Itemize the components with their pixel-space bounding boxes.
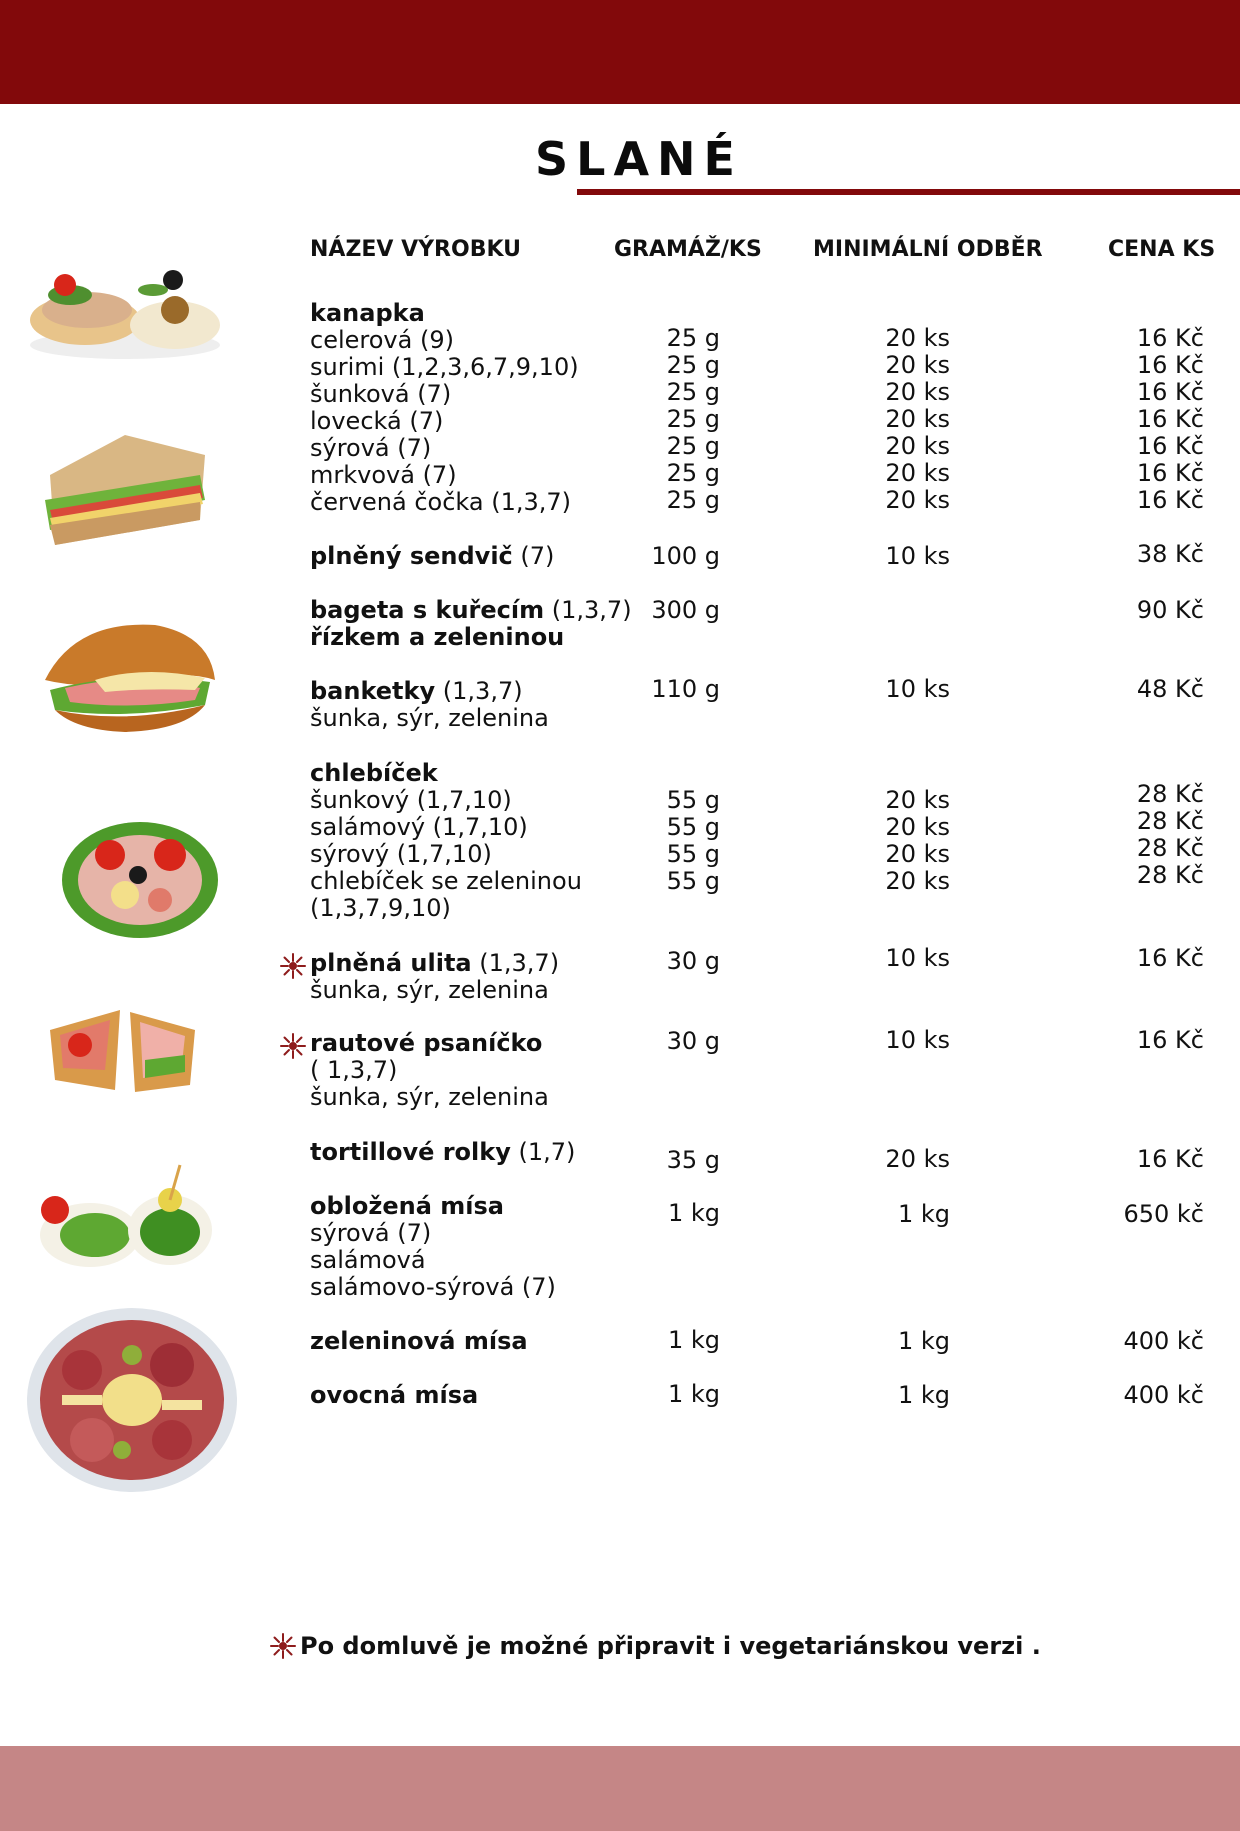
canape-row-name: sýrová (7): [310, 434, 432, 462]
tortilla-title: tortillové rolky: [310, 1138, 511, 1166]
chlebicek-row-name: chlebíček se zeleninou: [310, 867, 582, 895]
canape-row-weight: 25 g: [666, 432, 720, 460]
canape-row-name: celerová (9): [310, 326, 454, 354]
sun-asterisk-icon: [270, 1633, 296, 1659]
chlebicek-row-weight: 55 g: [666, 840, 720, 868]
platter-variant: salámová: [310, 1246, 426, 1274]
canape-row-price: 16 Kč: [1136, 486, 1204, 514]
psanicko-weight: 30 g: [666, 1027, 720, 1055]
canape-row-weight: 25 g: [666, 459, 720, 487]
fruit-platter-weight: 1 kg: [667, 1380, 720, 1408]
platter-title: obložená mísa: [310, 1192, 504, 1220]
header-price: CENA KS: [1108, 237, 1216, 262]
banketky-allergens: (1,3,7): [442, 677, 523, 705]
canape-row-price: 16 Kč: [1136, 459, 1204, 487]
canape-row-min: 20 ks: [885, 432, 950, 460]
canape-row-price: 16 Kč: [1136, 324, 1204, 352]
canape-row-min: 20 ks: [885, 378, 950, 406]
veg-platter-price: 400 kč: [1123, 1327, 1204, 1355]
canape-row-weight: 25 g: [666, 486, 720, 514]
chlebicek-row-price: 28 Kč: [1136, 861, 1204, 889]
ulita-allergens: (1,3,7): [479, 949, 560, 977]
canape-heading: kanapka: [310, 299, 425, 327]
canape-row-min: 20 ks: [885, 486, 950, 514]
baguette-allergens: (1,3,7): [551, 596, 632, 624]
tortilla-image: [30, 1160, 215, 1280]
ulita-name: [310, 950, 610, 1004]
canape-weight-column: [580, 325, 720, 514]
tortilla-min: 20 ks: [885, 1145, 950, 1173]
canape-price-column: [1040, 325, 1204, 514]
sandwich-min: 10 ks: [885, 542, 950, 570]
psanicko-min: 10 ks: [885, 1026, 950, 1054]
ulita-min: 10 ks: [885, 944, 950, 972]
canape-row-name: červená čočka (1,3,7): [310, 488, 572, 516]
ulita-price: 16 Kč: [1136, 944, 1204, 972]
open-sandwich-image: [60, 805, 220, 940]
chlebicek-row-price: 28 Kč: [1136, 780, 1204, 808]
canape-row-weight: 25 g: [666, 405, 720, 433]
chlebicek-row-weight: 55 g: [666, 813, 720, 841]
page-title: SLANÉ: [535, 132, 743, 186]
platter-weight: 1 kg: [667, 1199, 720, 1227]
baguette-name: [310, 596, 632, 651]
canape-row-weight: 25 g: [666, 351, 720, 379]
banketky-name: [310, 678, 610, 732]
canape-row-min: 20 ks: [885, 351, 950, 379]
canape-name-column: [310, 300, 610, 516]
canape-min-column: [800, 325, 950, 514]
tortilla-name: [310, 1139, 610, 1166]
chlebicek-price-column: [1040, 781, 1204, 889]
tortilla-price: 16 Kč: [1136, 1145, 1204, 1173]
baguette-title-line2: řízkem a zeleninou: [310, 623, 565, 651]
canape-row-min: 20 ks: [885, 405, 950, 433]
sandwich-name: [310, 543, 610, 570]
fruit-platter-min: 1 kg: [897, 1381, 950, 1409]
psanicko-name: [310, 1030, 610, 1111]
banketky-min: 10 ks: [885, 675, 950, 703]
baguette-weight: 300 g: [651, 596, 720, 624]
sandwich-title: plněný sendvič: [310, 542, 513, 570]
canape-row-price: 16 Kč: [1136, 432, 1204, 460]
canape-row-price: 16 Kč: [1136, 405, 1204, 433]
canape-image: [25, 255, 225, 365]
ulita-desc: šunka, sýr, zelenina: [310, 976, 549, 1004]
chlebicek-row-weight: 55 g: [666, 786, 720, 814]
chlebicek-row-min: 20 ks: [885, 786, 950, 814]
header-product-name: NÁZEV VÝROBKU: [310, 237, 521, 262]
platter-min: 1 kg: [897, 1200, 950, 1228]
canape-row-name: lovecká (7): [310, 407, 444, 435]
bottom-bar: [0, 1746, 1240, 1831]
sandwich-price: 38 Kč: [1136, 540, 1204, 568]
baguette-price: 90 Kč: [1136, 596, 1204, 624]
sun-asterisk-icon: [280, 1033, 306, 1059]
chlebicek-last-allergens: (1,3,7,9,10): [310, 894, 451, 922]
banketky-title: banketky: [310, 677, 436, 705]
chlebicek-name-column: [310, 760, 610, 922]
canape-row-weight: 25 g: [666, 378, 720, 406]
fruit-platter-name: ovocná mísa: [310, 1381, 479, 1409]
canape-row-name: mrkvová (7): [310, 461, 457, 489]
chlebicek-row-weight: 55 g: [666, 867, 720, 895]
veg-platter-weight: 1 kg: [667, 1326, 720, 1354]
canape-row-price: 16 Kč: [1136, 351, 1204, 379]
ulita-weight: 30 g: [666, 947, 720, 975]
psanicko-allergens: ( 1,3,7): [310, 1056, 398, 1084]
canape-row-min: 20 ks: [885, 459, 950, 487]
chlebicek-row-min: 20 ks: [885, 813, 950, 841]
chlebicek-weight-column: [580, 787, 720, 895]
sun-asterisk-icon: [280, 953, 306, 979]
tortilla-allergens: (1,7): [518, 1138, 576, 1166]
canape-row-name: surimi (1,2,3,6,7,9,10): [310, 353, 579, 381]
banketky-desc: šunka, sýr, zelenina: [310, 704, 549, 732]
fruit-platter-price: 400 kč: [1123, 1381, 1204, 1409]
baguette-title: bageta s kuřecím: [310, 596, 545, 624]
platter-price: 650 kč: [1123, 1200, 1204, 1228]
banketky-weight: 110 g: [651, 675, 720, 703]
platter-image: [22, 1300, 242, 1500]
veg-platter-min: 1 kg: [897, 1327, 950, 1355]
chlebicek-row-name: sýrový (1,7,10): [310, 840, 492, 868]
chlebicek-heading: chlebíček: [310, 759, 438, 787]
croissant-image: [35, 610, 220, 740]
chlebicek-row-name: šunkový (1,7,10): [310, 786, 512, 814]
vegetarian-footnote: Po domluvě je možné připravit i vegetariánskou verzi .: [300, 1632, 1041, 1660]
header-weight: GRAMÁŽ/KS: [614, 237, 762, 262]
top-bar: [0, 0, 1240, 104]
psanicko-title: rautové psaníčko: [310, 1029, 543, 1057]
chlebicek-row-min: 20 ks: [885, 840, 950, 868]
title-underline: [577, 189, 1240, 195]
canape-row-price: 16 Kč: [1136, 378, 1204, 406]
sandwich-image: [35, 430, 210, 555]
canape-row-weight: 25 g: [666, 324, 720, 352]
psanicko-price: 16 Kč: [1136, 1026, 1204, 1054]
chlebicek-row-price: 28 Kč: [1136, 807, 1204, 835]
wrap-image: [45, 1000, 205, 1100]
header-min-order: MINIMÁLNÍ ODBĚR: [813, 237, 1043, 262]
platter-variant: salámovo-sýrová (7): [310, 1273, 556, 1301]
sandwich-allergens: (7): [520, 542, 555, 570]
tortilla-weight: 35 g: [666, 1146, 720, 1174]
chlebicek-min-column: [800, 787, 950, 895]
platter-name: [310, 1193, 610, 1301]
chlebicek-row-price: 28 Kč: [1136, 834, 1204, 862]
banketky-price: 48 Kč: [1136, 675, 1204, 703]
sandwich-weight: 100 g: [651, 542, 720, 570]
chlebicek-row-name: salámový (1,7,10): [310, 813, 528, 841]
platter-variant: sýrová (7): [310, 1219, 432, 1247]
veg-platter-name: zeleninová mísa: [310, 1327, 528, 1355]
canape-row-min: 20 ks: [885, 324, 950, 352]
chlebicek-row-min: 20 ks: [885, 867, 950, 895]
psanicko-desc: šunka, sýr, zelenina: [310, 1083, 549, 1111]
canape-row-name: šunková (7): [310, 380, 452, 408]
ulita-title: plněná ulita: [310, 949, 472, 977]
